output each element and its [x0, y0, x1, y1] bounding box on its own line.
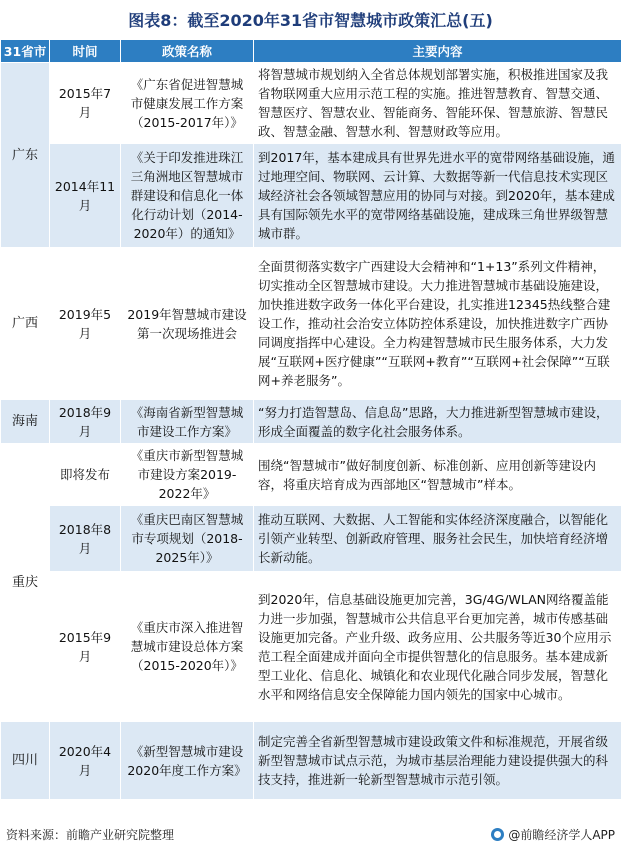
- table-row: [1, 144, 621, 248]
- content-cell: 推动互联网、大数据、人工智能和实体经济深度融合，以智能化引领产业转型、创新政府管理、服务社会民生，加快培育经济增长新动能。: [254, 506, 621, 572]
- content-cell: 全面贯彻落实数字广西建设大会精神和“1+13”系列文件精神，切实推动全区智慧城市建设。大力推进智慧城市基础设施建设，加快推进数字政务一体化平台建设，扎实推进12345热线整合建设工作，推动社会治安立体防控体系建设，加快推进数字广西协同调度指挥中心建设。全力构建智慧城市民生服务体系，大力发展“互联网+医疗健康”“互联网+教育”“互联网+社会保障”“互联网+养老服务”。: [254, 248, 621, 400]
- policy-name-cell: 《海南省新型智慧城市建设工作方案》: [121, 400, 254, 444]
- source-note: 资料来源：前瞻产业研究院整理: [6, 828, 175, 842]
- column-header-content: 主要内容: [254, 40, 621, 63]
- date-cell: 2014年11月: [50, 144, 121, 248]
- policy-name-cell: 《广东省促进智慧城市健康发展工作方案（2015-2017年）》: [121, 63, 254, 144]
- province-cell: 广西: [1, 248, 50, 400]
- date-cell: 2018年9月: [50, 400, 121, 444]
- content-cell: 到2017年，基本建成具有世界先进水平的宽带网络基础设施，通过地理空间、物联网、云计算、大数据等新一代信息技术实现区域经济社会各领域智慧应用的协同与对接。到2020年，基本建成具有国际领先水平的宽带网络基础设施，建成珠三角世界级智慧城市群。: [254, 144, 621, 248]
- policy-name-cell: 《关于印发推进珠江三角洲地区智慧城市群建设和信息化一体化行动计划（2014-2020年）的通知》: [121, 144, 254, 248]
- brand-logo-icon: [491, 828, 504, 841]
- policy-name-cell: 《重庆市深入推进智慧城市建设总体方案（2015-2020年）》: [121, 572, 254, 722]
- column-header-date: 时间: [50, 40, 121, 63]
- table-header-row: [1, 40, 621, 63]
- table-row: [1, 248, 621, 400]
- date-cell: 2018年8月: [50, 506, 121, 572]
- policy-name-cell: 《新型智慧城市建设2020年度工作方案》: [121, 722, 254, 800]
- footer: [0, 825, 621, 845]
- policy-name-cell: 《重庆市新型智慧城市建设方案2019-2022年》: [121, 444, 254, 506]
- content-cell: 到2020年，信息基础设施更加完善，3G/4G/WLAN网络覆盖能力进一步加强，智慧城市公共信息平台更加完善，城市传感基础设施更加完备。产业升级、政务应用、公共服务等近30个应用示范工程全面建成并面向全市提供智慧化的信息服务。基本建成新型工业化、信息化、城镇化和农业现代化融合同步发展，智慧化水平和网络信息安全保障能力国内领先的国家中心城市。: [254, 572, 621, 722]
- table-row: [1, 572, 621, 722]
- date-cell: 2020年4月: [50, 722, 121, 800]
- table-row: [1, 722, 621, 800]
- policy-name-cell: 《重庆巴南区智慧城市专项规划（2018-2025年）》: [121, 506, 254, 572]
- column-header-policy-name: 政策名称: [121, 40, 254, 63]
- table-row: [1, 63, 621, 144]
- column-header-province: 31省市: [1, 40, 50, 63]
- content-cell: “努力打造智慧岛、信息岛”思路，大力推进新型智慧城市建设，形成全面覆盖的数字化社会服务体系。: [254, 400, 621, 444]
- policy-name-cell: 2019年智慧城市建设第一次现场推进会: [121, 248, 254, 400]
- table-row: [1, 400, 621, 444]
- content-cell: 制定完善全省新型智慧城市建设政策文件和标准规范，开展省级新型智慧城市试点示范，为城市基层治理能力建设提供强大的科技支持，推进新一轮新型智慧城市示范引领。: [254, 722, 621, 800]
- province-cell: 海南: [1, 400, 50, 444]
- table-row: [1, 444, 621, 506]
- content-cell: 将智慧城市规划纳入全省总体规划部署实施，积极推进国家及我省物联网重大应用示范工程的实施。推进智慧教育、智慧交通、智慧医疗、智慧农业、智能商务、智能环保、智慧旅游、智慧民政、智慧金融、智慧水利、智慧财政等应用。: [254, 63, 621, 144]
- date-cell: 2015年9月: [50, 572, 121, 722]
- brand-credit: [491, 826, 615, 843]
- table-row: [1, 506, 621, 572]
- province-cell: 四川: [1, 722, 50, 800]
- province-cell: 重庆: [1, 444, 50, 722]
- date-cell: 2015年7月: [50, 63, 121, 144]
- policy-table: [0, 39, 621, 800]
- brand-text: @前瞻经济学人APP: [508, 828, 615, 842]
- province-cell: 广东: [1, 63, 50, 248]
- date-cell: 即将发布: [50, 444, 121, 506]
- page-title: 图表8：截至2020年31省市智慧城市政策汇总(五): [128, 11, 493, 30]
- content-cell: 围绕“智慧城市”做好制度创新、标准创新、应用创新等建设内容，将重庆培育成为西部地区“智慧城市”样本。: [254, 444, 621, 506]
- date-cell: 2019年5月: [50, 248, 121, 400]
